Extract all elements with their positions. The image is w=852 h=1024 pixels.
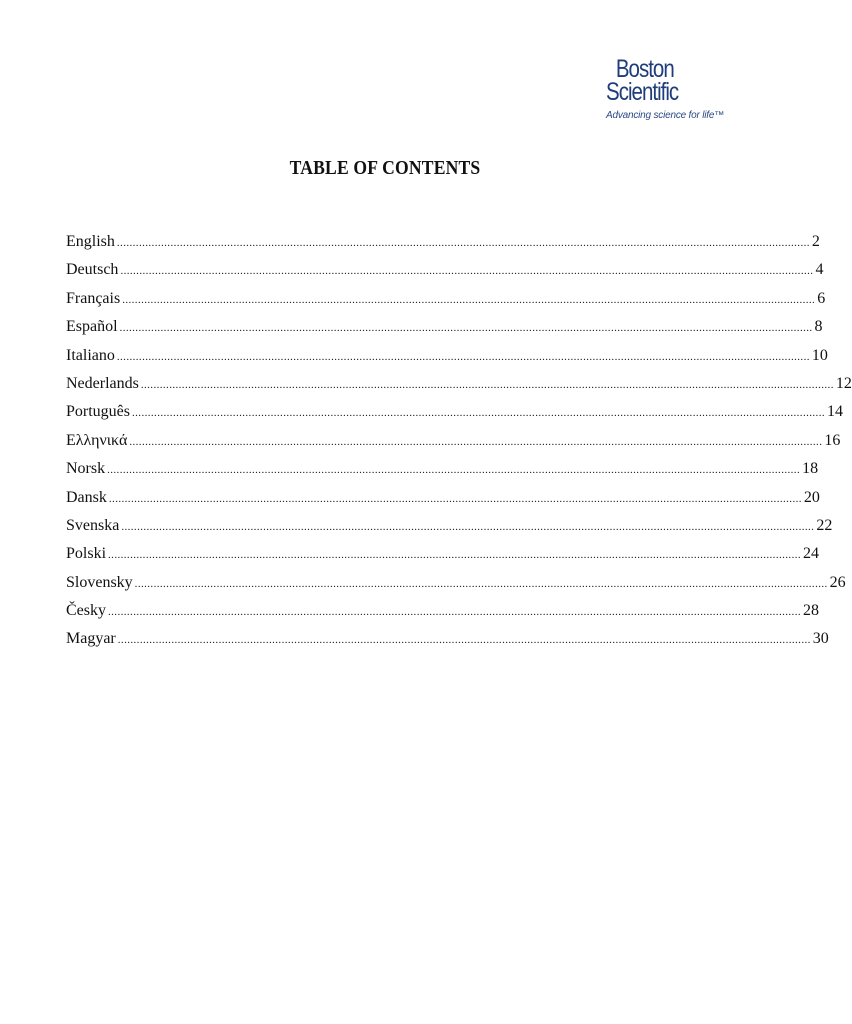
dot-leader: ............................................................................................................................................................................................................................ [122,293,816,306]
toc-entry-label: Español [66,318,118,336]
toc-entry[interactable] [66,398,843,426]
toc-entry[interactable] [66,256,824,284]
table-of-contents [66,228,852,654]
dot-leader: ............................................................................................................................................................................................................................ [119,322,813,335]
dot-leader: ............................................................................................................................................................................................................................ [132,407,825,420]
toc-entry-label: Polski [66,545,107,563]
toc-entry-label: Ελληνικά [66,431,128,449]
toc-entry-page: 26 [829,573,846,591]
toc-entry-page: 8 [814,318,823,336]
dot-leader: ............................................................................................................................................................................................................................ [129,435,823,448]
dot-leader: ............................................................................................................................................................................................................................ [108,492,802,505]
toc-entry[interactable] [66,625,829,653]
dot-leader: ............................................................................................................................................................................................................................ [140,378,834,391]
toc-entry-page: 30 [812,630,829,648]
toc-entry[interactable] [66,512,833,540]
toc-entry-page: 6 [817,289,826,307]
dot-leader: ............................................................................................................................................................................................................................ [134,577,828,590]
toc-entry-label: Slovensky [66,573,133,591]
toc-entry[interactable] [66,370,852,398]
toc-entry[interactable] [66,455,819,483]
toc-entry-label: Česky [66,602,106,620]
toc-entry-page: 14 [827,403,843,421]
toc-entry-page: 22 [816,516,833,534]
boston-scientific-logo [606,55,724,121]
toc-entry-page: 2 [811,233,820,250]
toc-entry-page: 12 [835,374,852,392]
toc-entry-label: Magyar [66,630,116,648]
toc-entry[interactable] [66,569,846,597]
toc-entry-label: Svenska [66,516,120,534]
toc-entry[interactable] [66,342,828,370]
toc-entry-label: Nederlands [66,374,139,392]
logo-tagline: Advancing science for life™ [606,110,724,121]
toc-entry-label: Norsk [66,460,106,478]
toc-entry-page: 16 [824,431,841,449]
toc-entry-label: Français [66,289,121,307]
toc-entry[interactable] [66,540,820,568]
page-title: TABLE OF CONTENTS [289,157,481,179]
toc-entry-label: Italiano [66,346,115,364]
logo-text-boston: Boston [615,55,674,83]
toc-entry[interactable] [66,427,841,455]
toc-entry[interactable] [66,597,819,625]
toc-entry[interactable] [66,484,820,512]
toc-entry-page: 4 [815,261,824,279]
logo-text-scientific: Scientific [606,78,679,106]
toc-entry-label: Deutsch [66,261,119,279]
toc-entry-page: 24 [803,545,820,563]
dot-leader: ............................................................................................................................................................................................................................ [116,350,810,363]
dot-leader: ............................................................................................................................................................................................................................ [116,237,810,249]
dot-leader: ............................................................................................................................................................................................................................ [117,634,811,647]
toc-entry-label: Dansk [66,488,107,506]
dot-leader: ............................................................................................................................................................................................................................ [108,549,802,562]
toc-entry-page: 18 [802,460,819,478]
toc-entry-label: English [66,233,115,250]
toc-entry[interactable] [66,285,826,313]
toc-entry-label: Português [66,403,130,421]
dot-leader: ............................................................................................................................................................................................................................ [107,464,801,477]
toc-entry-page: 20 [803,488,820,506]
toc-entry-page: 10 [811,346,828,364]
toc-entry-page: 28 [803,602,819,620]
toc-entry[interactable] [66,228,820,256]
dot-leader: ............................................................................................................................................................................................................................ [121,520,815,533]
dot-leader: ............................................................................................................................................................................................................................ [108,606,801,619]
toc-entry[interactable] [66,313,823,341]
dot-leader: ............................................................................................................................................................................................................................ [120,265,814,278]
